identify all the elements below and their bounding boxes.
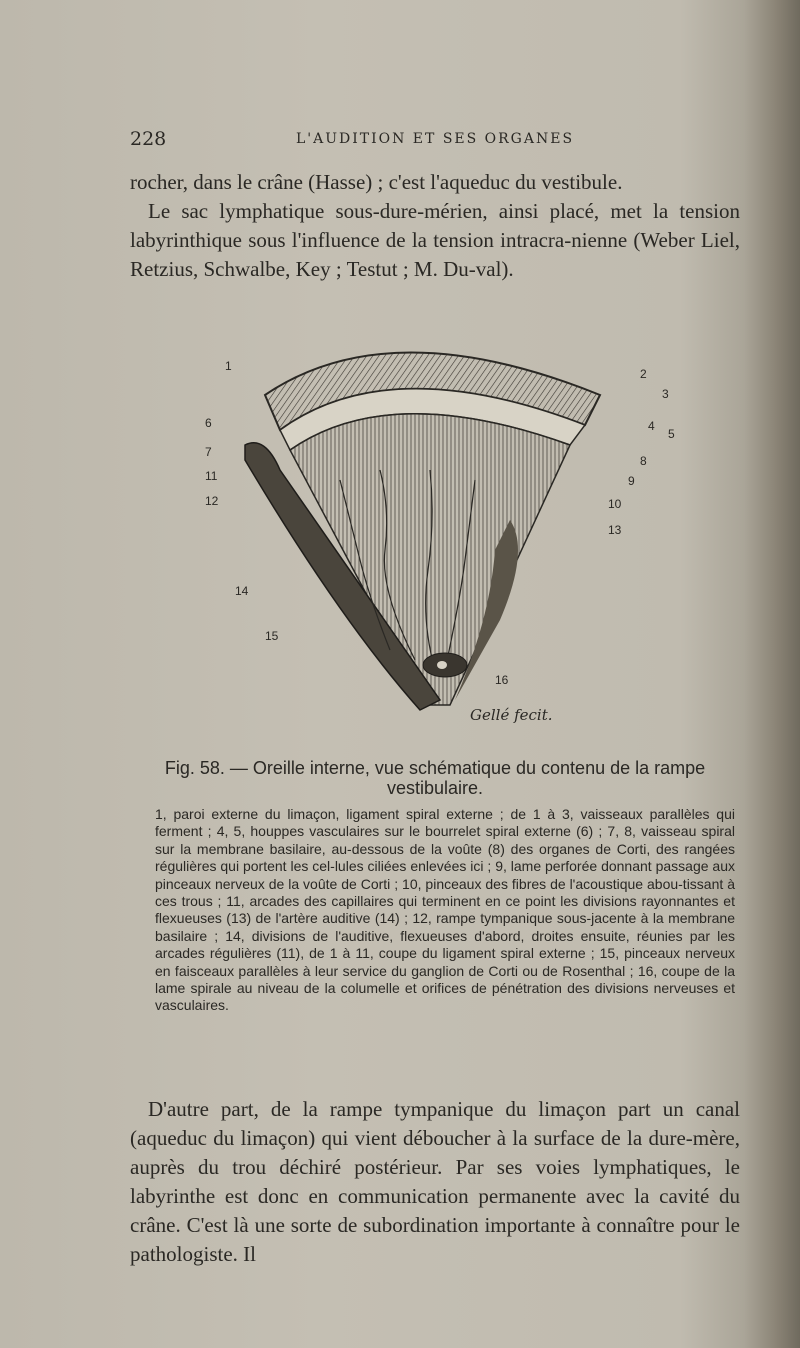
figure-label-5: 5 — [668, 427, 675, 441]
figure-label-10: 10 — [608, 497, 622, 511]
figure-label-14: 14 — [235, 584, 249, 598]
figure-label-8: 8 — [640, 454, 647, 468]
opening-paragraphs — [130, 168, 740, 284]
figure-label-15: 15 — [265, 629, 279, 643]
figure-legend: 1, paroi externe du limaçon, ligament spiral externe ; de 1 à 3, vaisseaux parallèles qui ferment ; 4, 5, houppes vasculaires sur le bourrelet spiral externe (6) ; 7, 8, vaisseau spiral sur la membrane basilaire, au-dessous de la voûte (8) des organes de Corti, des rangées régulières qui portent les cel-lules ciliées enlevées ici ; 9, lame perforée donnant passage aux pinceaux nerveux de la voûte de Corti ; 10, pinceaux des fibres de l'acoustique abou-tissant à ces trous ; 11, arcades des capillaires qui terminent en ce point les divisions rayonnantes et flexueuses (13) de l'artère auditive (14) ; 12, rampe tympanique sous-jacente à la membrane basilaire ; 14, divisions de l'auditive, flexueuses d'abord, droites ensuite, réunies par les arcades régulières (11), de 1 à 11, coupe du ligament spiral externe ; 15, pinceaux nerveux en faisceaux parallèles à leur service du ganglion de Corti ou de Rosenthal ; 16, coupe de la lame spirale au niveau de la columelle et orifices de pénétration des divisions nerveuses et vasculaires. — [155, 806, 735, 1014]
paragraph-2: Le sac lymphatique sous-dure-mérien, ainsi placé, met la tension labyrinthique sous l'influence de la tension intracra-nienne (Weber Liel, Retzius, Schwalbe, Key ; Testut ; M. Du-val). — [130, 199, 740, 281]
paragraph-1: rocher, dans le crâne (Hasse) ; c'est l'aqueduc du vestibule. — [130, 170, 623, 194]
page-header — [130, 128, 740, 152]
figure-label-1: 1 — [225, 359, 232, 373]
figure-label-7: 7 — [205, 445, 212, 459]
figure-label-11: 11 — [205, 469, 218, 483]
cochlea-engraving — [190, 320, 690, 740]
figure-caption: Fig. 58. — Oreille interne, vue schématique du contenu de la rampe vestibulaire. — [164, 758, 706, 798]
figure-label-12: 12 — [205, 494, 219, 508]
figure-cochlea-illustration — [190, 320, 690, 740]
figure-label-3: 3 — [662, 387, 669, 401]
paragraph-3: D'autre part, de la rampe tympanique du limaçon part un canal (aqueduc du limaçon) qui vient déboucher à la surface de la dure-mère, auprès du trou déchiré postérieur. Par ses voies lymphatiques, le labyrinthe est donc en communication permanente avec la cavité du crâne. C'est là une sorte de subordination importante à connaître pour le pathologiste. Il — [130, 1097, 740, 1266]
figure-label-9: 9 — [628, 474, 635, 488]
figure-label-2: 2 — [640, 367, 647, 381]
running-head: L'AUDITION ET SES ORGANES — [295, 131, 575, 147]
figure-label-16: 16 — [495, 673, 509, 687]
figure-label-4: 4 — [648, 419, 655, 433]
page-number: 228 — [130, 128, 167, 150]
figure-label-13: 13 — [608, 523, 622, 537]
figure-label-6: 6 — [205, 416, 212, 430]
closing-paragraph-block — [130, 1095, 740, 1269]
engraver-signature: Gellé fecit. — [470, 706, 553, 724]
